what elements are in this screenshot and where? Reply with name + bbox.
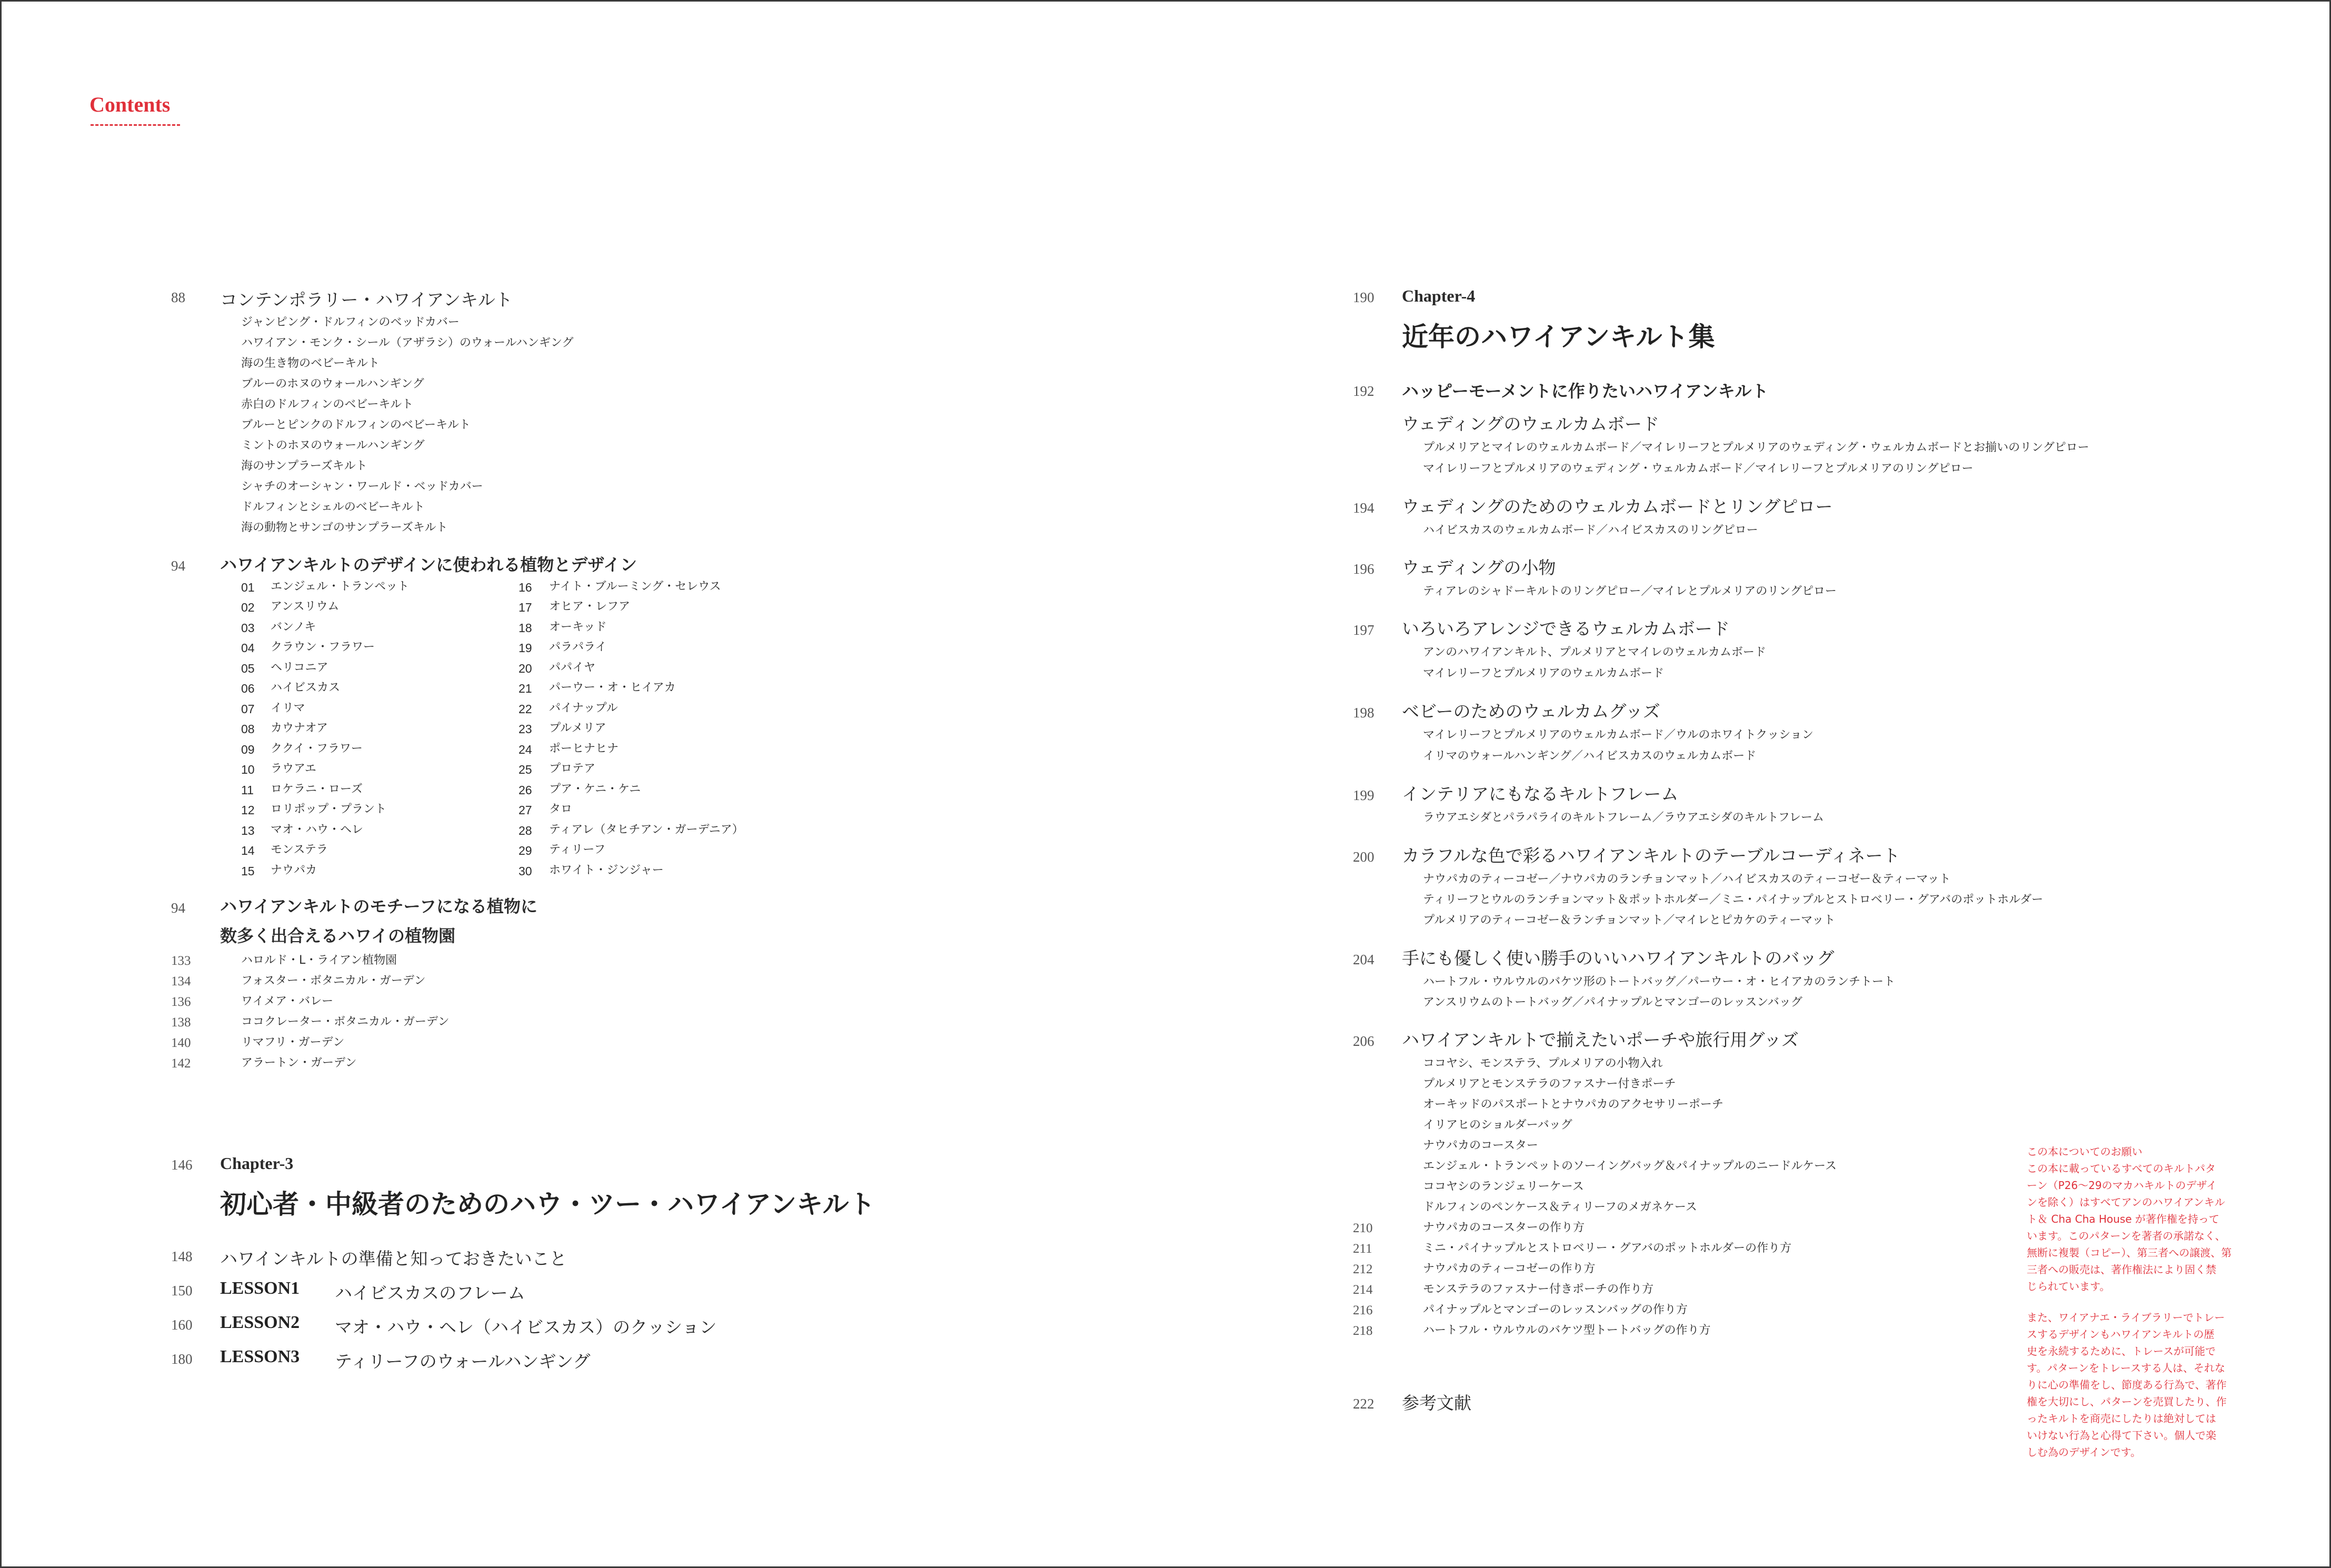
page-number: 214 <box>1353 1283 1373 1297</box>
plant-name: ナウパカ <box>271 864 317 877</box>
plant-name: ロリポップ・プラント <box>271 803 387 816</box>
plant-name: パラパライ <box>549 641 607 654</box>
list-item: モンステラのファスナー付きポーチの作り方 <box>1423 1283 1654 1296</box>
plant-name: パイナップル <box>549 702 618 715</box>
plant-name: カウナオア <box>271 722 328 735</box>
list-item: ブルーのホヌのウォールハンギング <box>241 377 424 391</box>
plant-number: 18 <box>519 621 532 635</box>
plant-name: イリマ <box>271 702 305 715</box>
plant-name: タロ <box>549 803 573 816</box>
contents-dashed-rule <box>91 124 180 126</box>
lesson-text: マオ・ハウ・ヘレ（ハイビスカス）のクッション <box>335 1317 717 1337</box>
list-item: 赤白のドルフィンのベビーキルト <box>241 398 414 411</box>
notice-heading: この本についてのお願い <box>2027 1145 2143 1158</box>
plant-number: 10 <box>241 763 255 776</box>
plant-number: 04 <box>241 641 255 655</box>
notice-line: ト＆ Cha Cha House が著作権を持って <box>2027 1213 2219 1225</box>
page-number: 180 <box>171 1351 193 1367</box>
list-item: プルメリアとモンステラのファスナー付きポーチ <box>1423 1077 1676 1091</box>
plant-name: ロケラニ・ローズ <box>271 783 363 796</box>
chapter-title: 近年のハワイアンキルト集 <box>1402 322 1715 352</box>
page-number: 148 <box>171 1249 193 1264</box>
plant-number: 27 <box>519 803 532 817</box>
contents-heading: Contents <box>89 93 171 116</box>
page-number: 160 <box>171 1317 193 1333</box>
page-number: 211 <box>1353 1242 1372 1256</box>
plant-name: エンジェル・トランペット <box>271 580 410 593</box>
plant-number: 30 <box>519 864 532 878</box>
plant-name: パパイヤ <box>549 661 596 674</box>
notice-line: す。パターンをトレースする人は、それな <box>2027 1362 2225 1374</box>
list-item: ミントのホヌのウォールハンギング <box>241 439 425 452</box>
plant-name: マオ・ハウ・ヘレ <box>271 823 364 836</box>
list-item: ミニ・パイナップルとストロベリー・グアバのポットホルダーの作り方 <box>1423 1242 1792 1255</box>
list-item: ナウパカのティーコゼーの作り方 <box>1423 1262 1596 1275</box>
notice-line: 権を大切にし、パターンを売買したり、作 <box>2027 1395 2227 1408</box>
subsection-title: ウェディングのためのウェルカムボードとリングピロー <box>1402 496 1833 517</box>
plant-number: 17 <box>519 601 532 614</box>
plant-name: ククイ・フラワー <box>271 742 363 755</box>
plant-name: モンステラ <box>271 843 328 856</box>
notice-line: この本に載っているすべてのキルトパタ <box>2027 1162 2216 1175</box>
plant-number: 29 <box>519 844 532 857</box>
plant-name: プロテア <box>549 762 596 775</box>
page-number: 194 <box>1353 500 1374 516</box>
page-number: 199 <box>1353 787 1374 803</box>
plant-name: オーキッド <box>549 621 607 634</box>
plant-name: オヒア・レフア <box>549 600 631 613</box>
list-item: 海の生き物のベビーキルト <box>241 357 380 370</box>
lesson-label: LESSON1 <box>220 1279 300 1298</box>
list-item: オーキッドのパスポートとナウパカのアクセサリーポーチ <box>1423 1098 1724 1111</box>
section-title: ハワイアンキルトのデザインに使われる植物とデザイン <box>220 555 637 575</box>
notice-line: じられています。 <box>2027 1280 2110 1293</box>
plant-name: ナイト・ブルーミング・セレウス <box>549 580 721 593</box>
plant-number: 12 <box>241 803 255 817</box>
list-item: ココクレーター・ボタニカル・ガーデン <box>241 1015 450 1028</box>
plant-name: ティリーフ <box>549 843 606 856</box>
notice-line: ったキルトを商売にしたりは絶対しては <box>2027 1412 2216 1425</box>
notice-line: 無断に複製（コピー）、第三者への譲渡、第 <box>2027 1246 2232 1259</box>
list-item: ナウパカのティーコゼー／ナウパカのランチョンマット／ハイビスカスのティーコゼー＆ティーマット <box>1423 873 1951 886</box>
page-number: 204 <box>1353 952 1374 967</box>
notice-line: います。このパターンを著者の承諾なく、 <box>2027 1230 2226 1242</box>
plant-name: ハイビスカス <box>271 681 341 694</box>
notice-line: また、ワイアナエ・ライブラリーでトレー <box>2027 1311 2225 1324</box>
page-number: 197 <box>1353 622 1374 638</box>
plant-number: 20 <box>519 662 532 675</box>
subsection-title: カラフルな色で彩るハワイアンキルトのテーブルコーディネート <box>1402 845 1900 866</box>
section-title-line2: 数多く出合えるハワイの植物園 <box>220 926 456 946</box>
plant-number: 08 <box>241 722 255 736</box>
page-number: 94 <box>171 558 185 574</box>
lesson-text: ハイビスカスのフレーム <box>335 1283 525 1303</box>
notice-line: しむ為のデザインです。 <box>2027 1446 2141 1459</box>
list-item: ジャンピング・ドルフィンのベッドカバー <box>241 316 460 329</box>
list-item: マイレリーフとプルメリアのウェルカムボード <box>1423 667 1665 680</box>
list-item: イリアヒのショルダーバッグ <box>1423 1118 1572 1132</box>
plant-number: 21 <box>519 682 532 695</box>
plant-number: 13 <box>241 824 255 837</box>
plant-number: 16 <box>519 581 532 594</box>
section-title-line1: ハワイアンキルトのモチーフになる植物に <box>220 896 537 916</box>
page-number: 216 <box>1353 1303 1373 1317</box>
chapter-label: Chapter-4 <box>1402 286 1476 305</box>
page-number: 192 <box>1353 383 1374 399</box>
plant-name: プルメリア <box>549 722 606 735</box>
plant-number: 09 <box>241 743 255 756</box>
list-item: エンジェル・トランペットのソーイングバッグ＆パイナップルのニードルケース <box>1423 1160 1837 1173</box>
plant-name: ポーヒナヒナ <box>549 742 619 755</box>
page-number: 140 <box>171 1036 191 1050</box>
list-item: ハワイアン・モンク・シール（アザラシ）のウォールハンギング <box>241 336 574 349</box>
plant-name: バンノキ <box>271 621 316 634</box>
plant-name: アンスリウム <box>271 600 340 613</box>
plant-number: 05 <box>241 662 255 675</box>
subsection-title: いろいろアレンジできるウェルカムボード <box>1402 618 1730 639</box>
list-item: ワイメア・バレー <box>241 995 334 1008</box>
list-item: ココヤシのランジェリーケース <box>1423 1180 1584 1193</box>
list-item: マイレリーフとプルメリアのウェディング・ウェルカムボード／マイレリーフとプルメリアのリングピロー <box>1423 462 1974 475</box>
notice-line: スするデザインもハワイアンキルトの歴 <box>2027 1328 2215 1341</box>
plant-number: 25 <box>519 763 532 776</box>
notice-line: 三者への販売は、著作権法により固く禁 <box>2027 1263 2216 1276</box>
plant-number: 22 <box>519 702 532 716</box>
subsection-title: インテリアにもなるキルトフレーム <box>1402 784 1679 804</box>
page-number: 142 <box>171 1056 191 1071</box>
page-number: 196 <box>1353 561 1374 577</box>
plant-number: 11 <box>241 783 254 797</box>
plant-name: パーウー・オ・ヒイアカ <box>549 681 676 694</box>
page-number: 138 <box>171 1015 191 1030</box>
plant-name: ヘリコニア <box>271 661 328 674</box>
lesson-label: LESSON3 <box>220 1347 300 1366</box>
notice-line: いけない行為と心得て下さい。個人で楽 <box>2027 1429 2216 1442</box>
list-item: アンのハワイアンキルト、プルメリアとマイレのウェルカムボード <box>1423 646 1766 659</box>
list-item: フォスター・ボタニカル・ガーデン <box>241 974 426 987</box>
list-item: ティアレのシャドーキルトのリングピロー／マイレとプルメリアのリングピロー <box>1423 585 1837 598</box>
page-number: 146 <box>171 1157 193 1173</box>
page-number: 133 <box>171 954 191 968</box>
plant-name: ホワイト・ジンジャー <box>549 864 664 877</box>
page-number: 210 <box>1353 1221 1373 1235</box>
plant-number: 23 <box>519 722 532 736</box>
page-number: 198 <box>1353 705 1374 721</box>
plant-number: 24 <box>519 743 532 756</box>
plant-number: 26 <box>519 783 532 797</box>
list-item: ドルフィンのペンケース＆ティリーフのメガネケース <box>1423 1201 1697 1214</box>
plant-number: 02 <box>241 601 255 614</box>
page-number: 200 <box>1353 849 1374 865</box>
plant-number: 03 <box>241 621 255 635</box>
section-title: ハッピーモーメントに作りたいハワイアンキルト <box>1402 381 1769 401</box>
list-item: プルメリアとマイレのウェルカムボード／マイレリーフとプルメリアのウェディング・ウェルカムボードとお揃いのリングピロー <box>1423 441 2089 454</box>
page-number: 212 <box>1353 1262 1373 1276</box>
list-item: シャチのオーシャン・ワールド・ベッドカバー <box>241 480 483 493</box>
list-item: ティリーフとウルのランチョンマット＆ポットホルダー／ミニ・パイナップルとストロベリー・グアバのポットホルダー <box>1423 893 2044 906</box>
list-item: ナウパカのコースター <box>1423 1139 1538 1152</box>
page-number: 190 <box>1353 289 1374 305</box>
page-number: 88 <box>171 289 185 305</box>
list-item: ラウアエシダとパラパライのキルトフレーム／ラウアエシダのキルトフレーム <box>1423 811 1824 824</box>
references-title: 参考文献 <box>1402 1393 1471 1413</box>
list-item: ハイビスカスのウェルカムボード／ハイビスカスのリングピロー <box>1423 524 1758 537</box>
page-number: 134 <box>171 974 191 988</box>
plant-number: 15 <box>241 864 255 878</box>
plant-number: 28 <box>519 824 532 837</box>
list-item: ドルフィンとシェルのベビーキルト <box>241 501 425 514</box>
section-title: コンテンポラリー・ハワイアンキルト <box>220 289 513 310</box>
plant-number: 07 <box>241 702 255 716</box>
list-item: リマフリ・ガーデン <box>241 1036 345 1049</box>
list-item: マイレリーフとプルメリアのウェルカムボード／ウルのホワイトクッション <box>1423 728 1814 742</box>
list-item: イリマのウォールハンギング／ハイビスカスのウェルカムボード <box>1423 750 1757 763</box>
plant-number: 19 <box>519 641 532 655</box>
notice-line: 史を永続するために、トレースが可能で <box>2027 1345 2216 1357</box>
subsection-title: ハワイアンキルトで揃えたいポーチや旅行用グッズ <box>1402 1030 1799 1050</box>
page-number: 136 <box>171 995 191 1009</box>
list-item: アンスリウムのトートバッグ／パイナップルとマンゴーのレッスンバッグ <box>1423 996 1802 1009</box>
list-item: ブルーとピンクのドルフィンのベビーキルト <box>241 418 471 432</box>
chapter-title: 初心者・中級者のためのハウ・ツー・ハワイアンキルト <box>220 1189 875 1220</box>
list-item: ハートフル・ウルウルのバケツ型トートバッグの作り方 <box>1423 1324 1711 1337</box>
notice-line: ンを除く）はすべてアンのハワイアンキル <box>2027 1196 2225 1209</box>
page-number: 150 <box>171 1283 193 1299</box>
plant-number: 01 <box>241 581 255 594</box>
subsection-title: ウェディングのウェルカムボード <box>1402 414 1660 434</box>
plant-name: ティアレ（タヒチアン・ガーデニア） <box>549 823 744 836</box>
lesson-text: ティリーフのウォールハンギング <box>335 1351 591 1372</box>
subsection-title: ベビーのためのウェルカムグッズ <box>1402 701 1660 722</box>
list-item: ハートフル・ウルウルのバケツ形のトートバッグ／パーウー・オ・ヒイアカのランチトート <box>1423 975 1895 988</box>
subsection-title: 手にも優しく使い勝手のいいハワイアンキルトのバッグ <box>1402 948 1835 968</box>
lesson-text: ハワインキルトの準備と知っておきたいこと <box>220 1249 567 1269</box>
plant-name: プア・ケニ・ケニ <box>549 783 641 796</box>
plant-name: クラウン・フラワー <box>271 641 375 654</box>
page-number: 94 <box>171 900 185 916</box>
page-number: 218 <box>1353 1324 1373 1338</box>
list-item: ナウパカのコースターの作り方 <box>1423 1221 1585 1234</box>
list-item: パイナップルとマンゴーのレッスンバッグの作り方 <box>1423 1303 1688 1316</box>
page-number: 222 <box>1353 1396 1374 1412</box>
list-item: 海の動物とサンゴのサンプラーズキルト <box>241 521 448 534</box>
list-item: 海のサンプラーズキルト <box>241 460 367 473</box>
chapter-label: Chapter-3 <box>220 1154 294 1173</box>
list-item: ハロルド・L・ライアン植物園 <box>241 954 397 967</box>
subsection-title: ウェディングの小物 <box>1402 557 1556 578</box>
plant-number: 06 <box>241 682 255 695</box>
notice-line: ーン（P26～29のマカハキルトのデザイ <box>2027 1179 2217 1192</box>
list-item: ココヤシ、モンステラ、プルメリアの小物入れ <box>1423 1057 1663 1070</box>
list-item: アラートン・ガーデン <box>241 1056 357 1070</box>
page-number: 206 <box>1353 1033 1374 1049</box>
notice-line: りに心の準備をし、節度ある行為で、著作 <box>2027 1379 2227 1391</box>
list-item: プルメリアのティーコゼー＆ランチョンマット／マイレとピカケのティーマット <box>1423 914 1836 927</box>
lesson-label: LESSON2 <box>220 1313 300 1332</box>
plant-name: ラウアエ <box>271 762 316 775</box>
plant-number: 14 <box>241 844 255 857</box>
